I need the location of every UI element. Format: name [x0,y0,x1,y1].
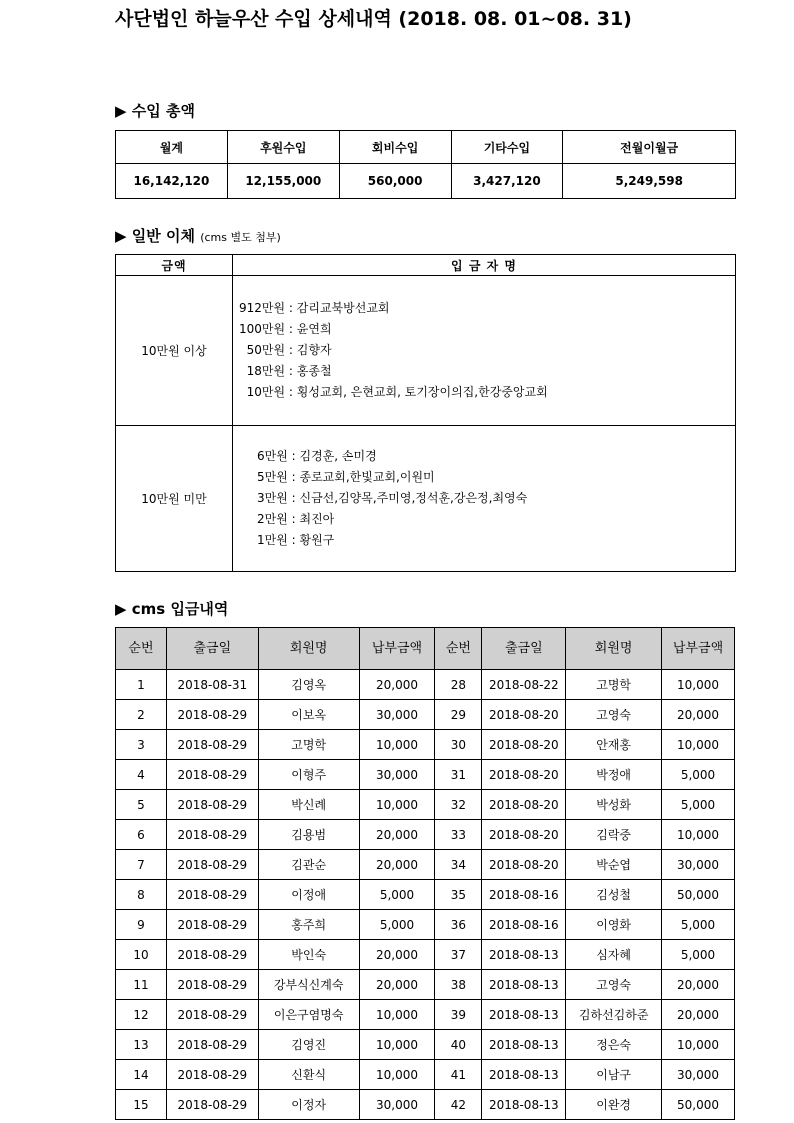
cell-payment-amount: 30,000 [359,760,435,790]
depositor-line: 18만원 : 홍종철 [239,364,332,378]
cell-payment-amount: 20,000 [359,670,435,700]
summary-header-row [116,131,736,164]
cell-member-name: 정은숙 [566,1030,662,1060]
cell-withdrawal-date: 2018-08-22 [482,670,566,700]
cell-payment-amount: 5,000 [662,790,735,820]
cell-member-name: 김하선김하준 [566,1000,662,1030]
cell-payment-amount: 30,000 [662,850,735,880]
cell-withdrawal-date: 2018-08-20 [482,760,566,790]
cell-seq: 6 [116,820,167,850]
cell-withdrawal-date: 2018-08-13 [482,1090,566,1120]
table-row [116,940,735,970]
cell-seq: 32 [435,790,482,820]
cell-seq: 39 [435,1000,482,1030]
cell-member-name: 김영진 [258,1030,359,1060]
cell-withdrawal-date: 2018-08-20 [482,850,566,880]
depositor-line: 2만원 : 최진아 [257,512,335,526]
cell-member-name: 이보옥 [258,700,359,730]
section-general-transfer [115,225,281,246]
triangle-marker-icon: ▶ [115,102,127,120]
cell-withdrawal-date: 2018-08-29 [166,1030,258,1060]
cell-member-name: 홍주희 [258,910,359,940]
cell-withdrawal-date: 2018-08-29 [166,820,258,850]
cell-withdrawal-date: 2018-08-29 [166,880,258,910]
cell-payment-amount: 30,000 [359,1090,435,1120]
header-other-income: 기타수입 [451,131,563,164]
header-carryover: 전월이월금 [563,131,736,164]
cell-seq: 37 [435,940,482,970]
header-withdrawal-date: 출금일 [482,628,566,670]
header-seq: 순번 [116,628,167,670]
header-monthly-total: 월계 [116,131,228,164]
cell-member-name: 박성화 [566,790,662,820]
header-amount: 금액 [116,255,233,276]
cell-payment-amount: 30,000 [662,1060,735,1090]
section-note: (cms 별도 첨부) [200,231,281,244]
cell-payment-amount: 20,000 [359,940,435,970]
cell-seq: 41 [435,1060,482,1090]
summary-value-row [116,164,736,199]
cell-withdrawal-date: 2018-08-29 [166,760,258,790]
table-row [116,910,735,940]
cell-payment-amount: 50,000 [662,880,735,910]
cell-withdrawal-date: 2018-08-13 [482,970,566,1000]
cell-member-name: 박순엽 [566,850,662,880]
cell-withdrawal-date: 2018-08-16 [482,880,566,910]
section-cms-deposits [115,598,228,619]
cell-seq: 8 [116,880,167,910]
group-category: 10만원 이상 [116,276,233,426]
cell-withdrawal-date: 2018-08-20 [482,790,566,820]
table-row [116,970,735,1000]
header-payment-amount: 납부금액 [662,628,735,670]
section-total-income [115,100,195,121]
cell-withdrawal-date: 2018-08-13 [482,1060,566,1090]
cell-member-name: 신환식 [258,1060,359,1090]
cell-seq: 11 [116,970,167,1000]
cell-withdrawal-date: 2018-08-29 [166,700,258,730]
triangle-marker-icon: ▶ [115,227,127,245]
depositor-line: 10만원 : 횡성교회, 은현교회, 토기장이의집,한강중앙교회 [239,385,548,399]
cell-payment-amount: 20,000 [662,1000,735,1030]
cell-seq: 29 [435,700,482,730]
cell-withdrawal-date: 2018-08-20 [482,820,566,850]
cell-withdrawal-date: 2018-08-29 [166,910,258,940]
depositor-line: 1만원 : 황원구 [257,533,335,547]
cell-seq: 7 [116,850,167,880]
cell-seq: 15 [116,1090,167,1120]
cell-member-name: 이완경 [566,1090,662,1120]
cell-seq: 40 [435,1030,482,1060]
cell-seq: 34 [435,850,482,880]
cell-member-name: 김관순 [258,850,359,880]
cell-member-name: 김용범 [258,820,359,850]
cell-member-name: 이은구염명숙 [258,1000,359,1030]
general-header-row [116,255,736,276]
cell-payment-amount: 20,000 [359,820,435,850]
cell-member-name: 이정애 [258,880,359,910]
cell-seq: 1 [116,670,167,700]
header-depositor-names: 입 금 자 명 [233,255,736,276]
cell-member-name: 김락중 [566,820,662,850]
table-row [116,850,735,880]
cell-member-name: 김성철 [566,880,662,910]
header-member-name: 회원명 [258,628,359,670]
cell-payment-amount: 10,000 [359,1000,435,1030]
cell-member-name: 이남구 [566,1060,662,1090]
header-seq: 순번 [435,628,482,670]
header-withdrawal-date: 출금일 [166,628,258,670]
general-group-row [116,276,736,426]
cell-withdrawal-date: 2018-08-13 [482,1030,566,1060]
triangle-marker-icon: ▶ [115,600,127,618]
section-title: 일반 이체 [131,227,195,245]
cell-seq: 14 [116,1060,167,1090]
table-row [116,1090,735,1120]
depositor-line: 912만원 : 감리교북방선교회 [239,301,390,315]
cell-seq: 13 [116,1030,167,1060]
cell-member-name: 김영옥 [258,670,359,700]
header-donation-income: 후원수입 [227,131,339,164]
cell-payment-amount: 10,000 [662,670,735,700]
table-row [116,790,735,820]
cell-member-name: 강부식신계숙 [258,970,359,1000]
cell-payment-amount: 10,000 [662,820,735,850]
income-summary-table [115,130,736,199]
page-title: 사단법인 하늘우산 수입 상세내역 (2018. 08. 01~08. 31) [115,8,632,30]
header-payment-amount: 납부금액 [359,628,435,670]
cell-seq: 10 [116,940,167,970]
cell-payment-amount: 50,000 [662,1090,735,1120]
cell-payment-amount: 5,000 [662,760,735,790]
value-donation-income: 12,155,000 [227,164,339,199]
cell-member-name: 심자혜 [566,940,662,970]
cell-withdrawal-date: 2018-08-29 [166,1060,258,1090]
cell-member-name: 박정애 [566,760,662,790]
cell-seq: 30 [435,730,482,760]
cell-payment-amount: 5,000 [662,910,735,940]
table-row [116,1060,735,1090]
cell-payment-amount: 5,000 [662,940,735,970]
group-names [233,426,736,572]
cell-member-name: 고명학 [258,730,359,760]
cell-withdrawal-date: 2018-08-29 [166,970,258,1000]
header-member-name: 회원명 [566,628,662,670]
cell-payment-amount: 10,000 [359,730,435,760]
depositor-line: 5만원 : 종로교회,한빛교회,이원미 [257,470,435,484]
cell-payment-amount: 10,000 [662,1030,735,1060]
cell-payment-amount: 20,000 [662,970,735,1000]
cell-seq: 35 [435,880,482,910]
cell-withdrawal-date: 2018-08-13 [482,1000,566,1030]
cell-seq: 5 [116,790,167,820]
group-names [233,276,736,426]
group-category: 10만원 미만 [116,426,233,572]
cell-payment-amount: 10,000 [359,790,435,820]
depositor-line: 3만원 : 신금선,김양목,주미영,정석훈,강은정,최영숙 [257,491,528,505]
general-transfer-table [115,254,736,572]
cms-deposit-table [115,627,735,1120]
cell-member-name: 박인숙 [258,940,359,970]
section-title: cms 입금내역 [131,600,229,618]
depositor-line: 6만원 : 김경훈, 손미경 [257,449,377,463]
cell-payment-amount: 10,000 [359,1030,435,1060]
cell-payment-amount: 20,000 [359,850,435,880]
table-row [116,700,735,730]
cell-seq: 42 [435,1090,482,1120]
cell-seq: 3 [116,730,167,760]
cell-payment-amount: 20,000 [662,700,735,730]
table-row [116,820,735,850]
cell-seq: 31 [435,760,482,790]
table-row [116,730,735,760]
cell-withdrawal-date: 2018-08-29 [166,850,258,880]
cell-payment-amount: 10,000 [662,730,735,760]
cell-payment-amount: 5,000 [359,880,435,910]
cell-withdrawal-date: 2018-08-29 [166,730,258,760]
table-row [116,1000,735,1030]
table-row [116,670,735,700]
cell-seq: 38 [435,970,482,1000]
cell-withdrawal-date: 2018-08-29 [166,940,258,970]
cms-header-row [116,628,735,670]
header-membership-income: 회비수입 [339,131,451,164]
section-title: 수입 총액 [131,102,195,120]
cell-withdrawal-date: 2018-08-13 [482,940,566,970]
cell-withdrawal-date: 2018-08-29 [166,1090,258,1120]
cell-withdrawal-date: 2018-08-16 [482,910,566,940]
cell-payment-amount: 30,000 [359,700,435,730]
table-row [116,1030,735,1060]
cell-seq: 12 [116,1000,167,1030]
cell-seq: 9 [116,910,167,940]
cell-payment-amount: 10,000 [359,1060,435,1090]
cell-seq: 33 [435,820,482,850]
cell-member-name: 이영화 [566,910,662,940]
value-carryover: 5,249,598 [563,164,736,199]
cell-member-name: 이형주 [258,760,359,790]
value-membership-income: 560,000 [339,164,451,199]
cell-seq: 4 [116,760,167,790]
cell-member-name: 이정자 [258,1090,359,1120]
cell-member-name: 안재홍 [566,730,662,760]
cell-member-name: 박신례 [258,790,359,820]
general-group-row [116,426,736,572]
cell-member-name: 고영숙 [566,970,662,1000]
cell-member-name: 고영숙 [566,700,662,730]
value-monthly-total: 16,142,120 [116,164,228,199]
cell-payment-amount: 20,000 [359,970,435,1000]
cell-withdrawal-date: 2018-08-20 [482,700,566,730]
depositor-line: 50만원 : 김향자 [239,343,332,357]
value-other-income: 3,427,120 [451,164,563,199]
cell-member-name: 고명학 [566,670,662,700]
cell-withdrawal-date: 2018-08-29 [166,790,258,820]
depositor-line: 100만원 : 윤연희 [239,322,332,336]
cell-payment-amount: 5,000 [359,910,435,940]
cell-seq: 36 [435,910,482,940]
cell-withdrawal-date: 2018-08-31 [166,670,258,700]
table-row [116,880,735,910]
table-row [116,760,735,790]
cell-seq: 28 [435,670,482,700]
cms-table-body [116,670,735,1120]
cell-seq: 2 [116,700,167,730]
cell-withdrawal-date: 2018-08-29 [166,1000,258,1030]
cell-withdrawal-date: 2018-08-20 [482,730,566,760]
